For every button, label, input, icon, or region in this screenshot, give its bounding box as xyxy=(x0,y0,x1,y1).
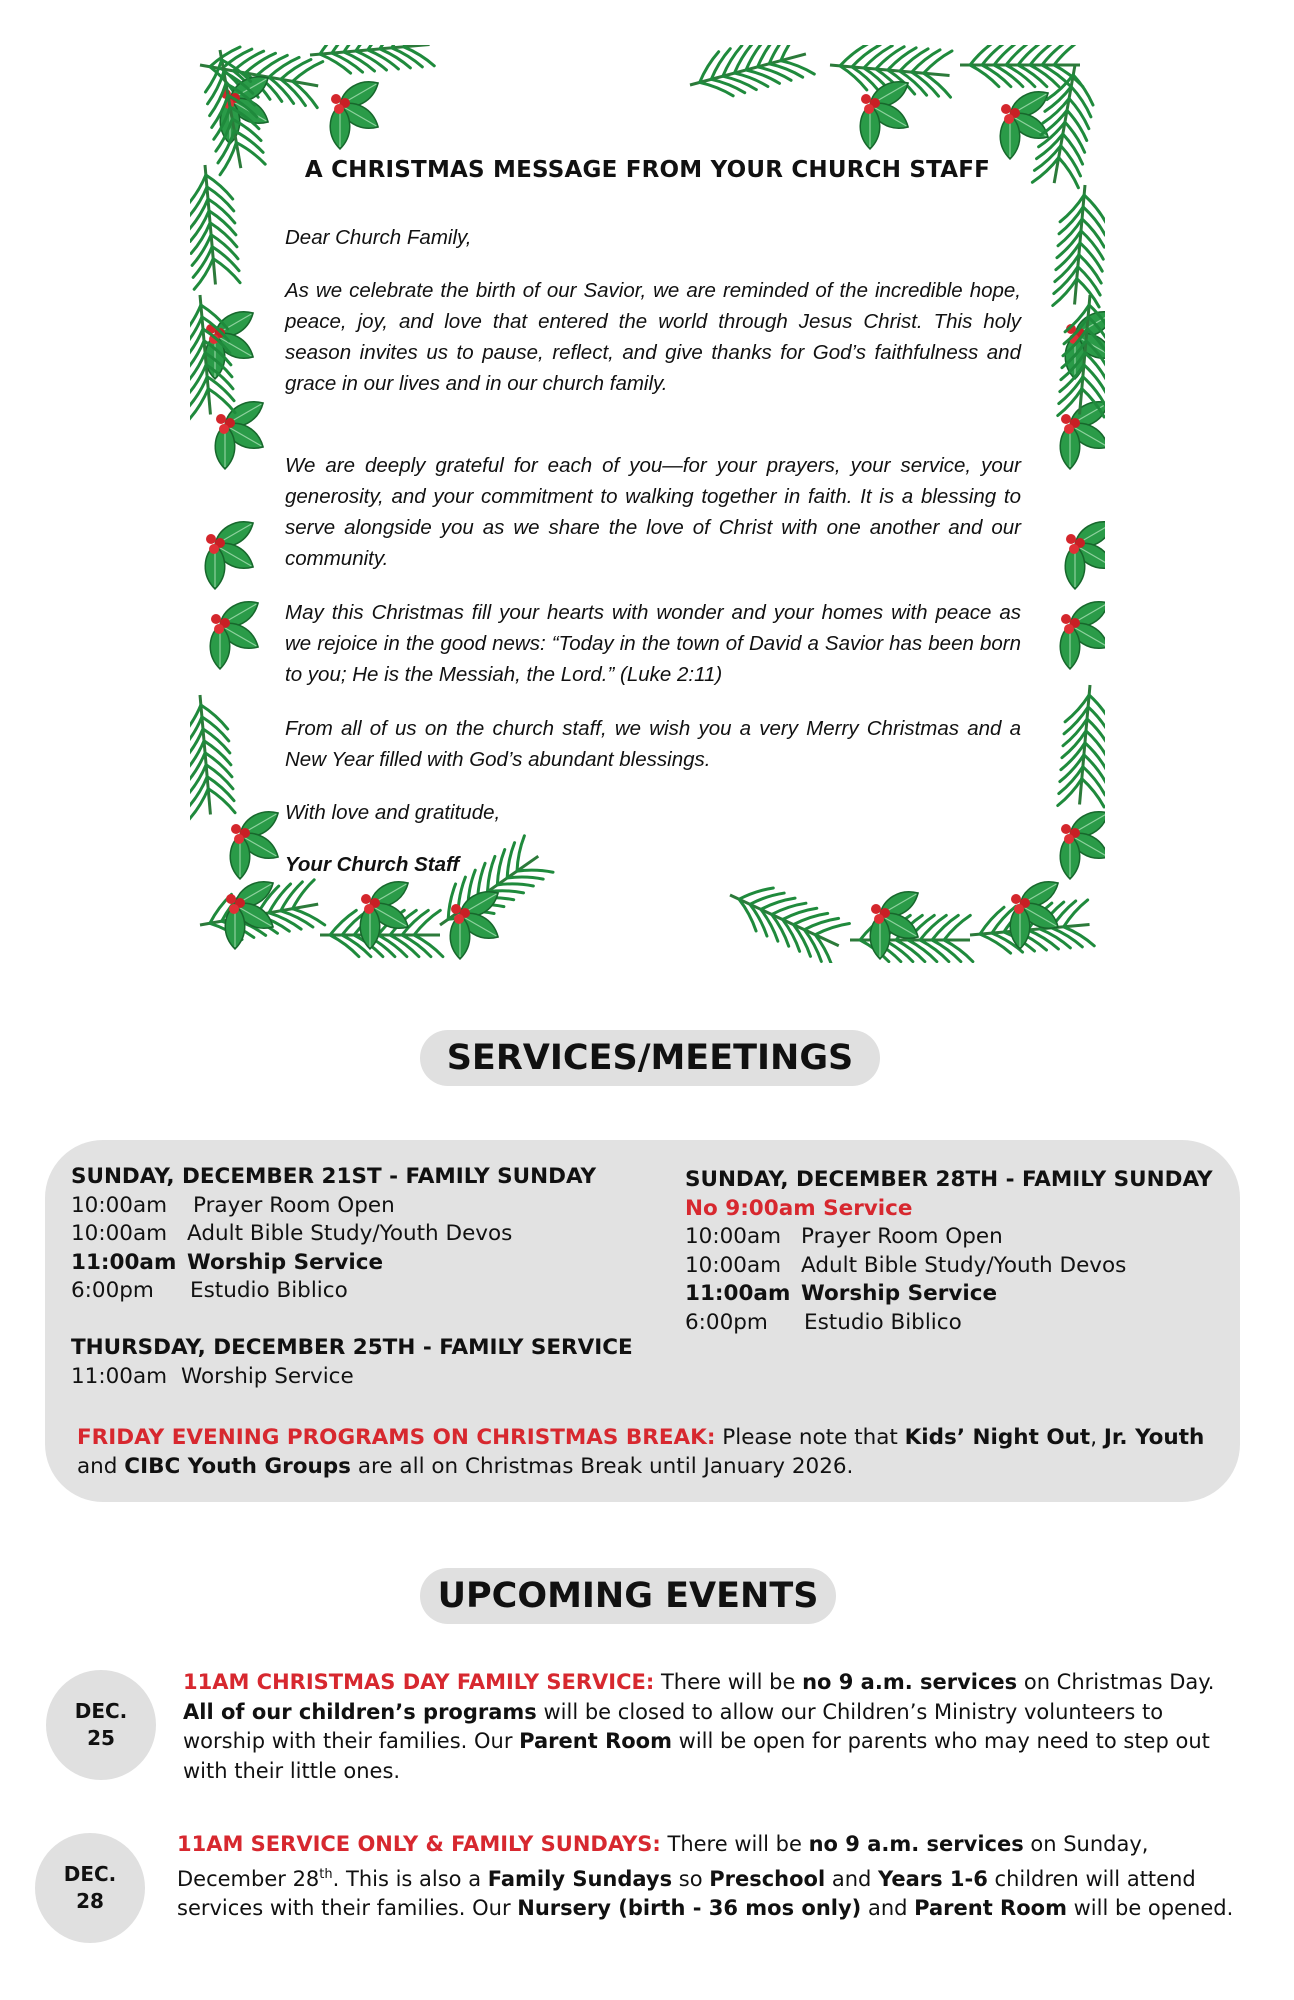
letter-closing: With love and gratitude, xyxy=(285,801,501,824)
dec21-schedule xyxy=(71,1163,596,1306)
schedule-row: 10:00am Adult Bible Study/Youth Devos xyxy=(685,1252,1127,1278)
dec25-header: THURSDAY, DECEMBER 25TH - FAMILY SERVICE xyxy=(71,1335,633,1360)
schedule-row: 11:00am Worship Service xyxy=(71,1249,384,1275)
schedule-row: 11:00am Worship Service xyxy=(71,1363,354,1389)
dec28-schedule xyxy=(685,1166,1213,1337)
schedule-row: 10:00am Prayer Room Open xyxy=(71,1192,395,1218)
schedule-row: 6:00pm Estudio Biblico xyxy=(685,1309,962,1335)
letter-salutation: Dear Church Family, xyxy=(285,226,472,249)
christmas-break-note: FRIDAY EVENING PROGRAMS ON CHRISTMAS BREAK: Please note that Kids’ Night Out, Jr. Youth and CIBC Youth Groups are all on Christmas Break until January 2026. xyxy=(77,1425,1205,1479)
event-description: 11AM SERVICE ONLY & FAMILY SUNDAYS: There will be no 9 a.m. services on Sunday, December 28th. This is also a Family Sundays so Preschool and Years 1-6 children will attend services with their families. Our Nursery (birth - 36 mos only) and Parent Room will be opened. xyxy=(177,1832,1234,1920)
dec21-header: SUNDAY, DECEMBER 21ST - FAMILY SUNDAY xyxy=(71,1164,597,1189)
schedule-row: 6:00pm Estudio Biblico xyxy=(71,1278,348,1303)
schedule-row: 10:00am Prayer Room Open xyxy=(685,1224,1003,1249)
dec25-schedule xyxy=(71,1334,633,1391)
letter-signature: Your Church Staff xyxy=(285,853,460,876)
event-date-badge: DEC. 28 xyxy=(35,1833,145,1943)
services-heading: SERVICES/MEETINGS xyxy=(420,1030,880,1086)
event-date-badge: DEC. 25 xyxy=(46,1670,156,1780)
events-heading: UPCOMING EVENTS xyxy=(420,1568,836,1624)
letter-paragraph-2: We are deeply grateful for each of you—for your prayers, your service, your generosity, and your commitment to walking together in faith. It is a blessing to serve alongside you as we share the love of Christ with one another and our community. xyxy=(285,454,1021,570)
dec28-notice: No 9:00am Service xyxy=(685,1195,913,1221)
schedule-row: 10:00am Adult Bible Study/Youth Devos xyxy=(71,1221,513,1246)
letter-paragraph-3: May this Christmas fill your hearts with wonder and your homes with peace as we rejoice in the good news: “Today in the town of David a Savior has been born to you; He is the Messiah, the Lord.” (Luke 2:11) xyxy=(285,601,1021,686)
schedule-row: 11:00am Worship Service xyxy=(685,1281,998,1306)
event-description: 11AM CHRISTMAS DAY FAMILY SERVICE: There will be no 9 a.m. services on Christmas Day. All of our children’s programs will be closed to allow our Children’s Ministry volunteers to worship with their families. Our Parent Room will be open for parents who may need to step out with their little ones. xyxy=(183,1670,1215,1783)
letter-title: A CHRISTMAS MESSAGE FROM YOUR CHURCH STAFF xyxy=(304,157,991,183)
letter-paragraph-4: From all of us on the church staff, we wish you a very Merry Christmas and a New Year filled with God’s abundant blessings. xyxy=(285,717,1021,771)
dec28-header: SUNDAY, DECEMBER 28TH - FAMILY SUNDAY xyxy=(685,1167,1213,1192)
letter-paragraph-1: As we celebrate the birth of our Savior, we are reminded of the incredible hope, peace, joy, and love that entered the world through Jesus Christ. This holy season invites us to pause, reflect, and give thanks for God’s faithfulness and grace in our lives and in our church family. xyxy=(285,279,1021,395)
